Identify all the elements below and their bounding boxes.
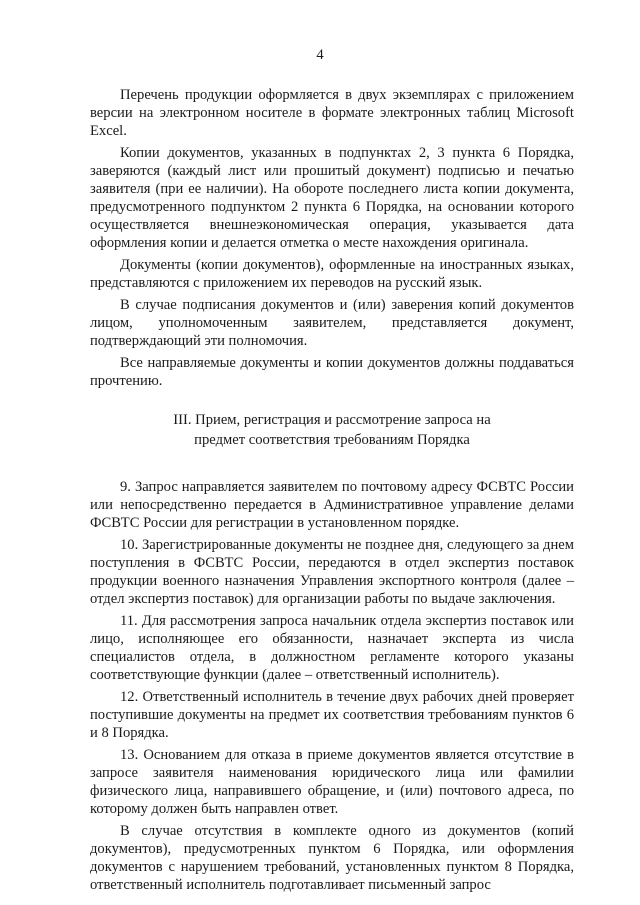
paragraph: Документы (копии документов), оформленные на иностранных языках, представляются с приложением их переводов на русский язык. [90,257,574,291]
paragraph: В случае отсутствия в комплекте одного из документов (копий документов), предусмотренных пунктом 6 Порядка, или оформления документов с нарушением требований, установленных пунктом 8 Порядка, ответственный исполнитель подготавливает письменный запрос [90,823,574,893]
section-heading-line-1: III. Прием, регистрация и рассмотрение запроса на [173,412,491,428]
paragraph-item-10: 10. Зарегистрированные документы не позднее дня, следующего за днем поступления в ФСВТС России, передаются в отдел экспертиз поставок продукции военного назначения Управления экспортного контроля (далее – отдел экспертиз поставок) для организации работы по выдаче заключения. [90,537,574,607]
paragraph-item-9: 9. Запрос направляется заявителем по почтовому адресу ФСВТС России или непосредственно передается в Административное управление делами ФСВТС России для регистрации в установленном порядке. [90,479,574,531]
paragraph: Перечень продукции оформляется в двух экземплярах с приложением версии на электронном носителе в формате электронных таблиц Microsoft Excel. [90,87,574,139]
section-heading-line-2: предмет соответствия требованиям Порядка [194,432,470,448]
paragraph-item-13: 13. Основанием для отказа в приеме документов является отсутствие в запросе заявителя наименования юридического лица или фамилии физического лица, направившего обращение, и (или) почтового адреса, по которому должен быть направлен ответ. [90,747,574,817]
paragraph: Все направляемые документы и копии документов должны поддаваться прочтению. [90,355,574,389]
body-text-after-heading [90,478,574,894]
paragraph-item-12: 12. Ответственный исполнитель в течение двух рабочих дней проверяет поступившие документы на предмет их соответствия требованиям пунктов 6 и 8 Порядка. [90,689,574,741]
section-heading [90,410,574,450]
paragraph: В случае подписания документов и (или) заверения копий документов лицом, уполномоченным заявителем, представляется документ, подтверждающий эти полномочия. [90,297,574,349]
paragraph: Копии документов, указанных в подпунктах 2, 3 пункта 6 Порядка, заверяются (каждый лист или прошитый документ) подписью и печатью заявителя (при ее наличии). На обороте последнего листа копии документа, предусмотренного подпунктом 2 пункта 6 Порядка, на основании которого осуществляется внешнеэкономическая операция, указывается дата оформления копии и делается отметка о месте нахождения оригинала. [90,145,574,251]
body-text-before-heading [90,86,574,390]
paragraph-item-11: 11. Для рассмотрения запроса начальник отдела экспертиз поставок или лицо, исполняющее его обязанности, назначает эксперта из числа специалистов отдела, в должностном регламенте которого указаны соответствующие функции (далее – ответственный исполнитель). [90,613,574,683]
page-number: 4 [316,47,324,63]
